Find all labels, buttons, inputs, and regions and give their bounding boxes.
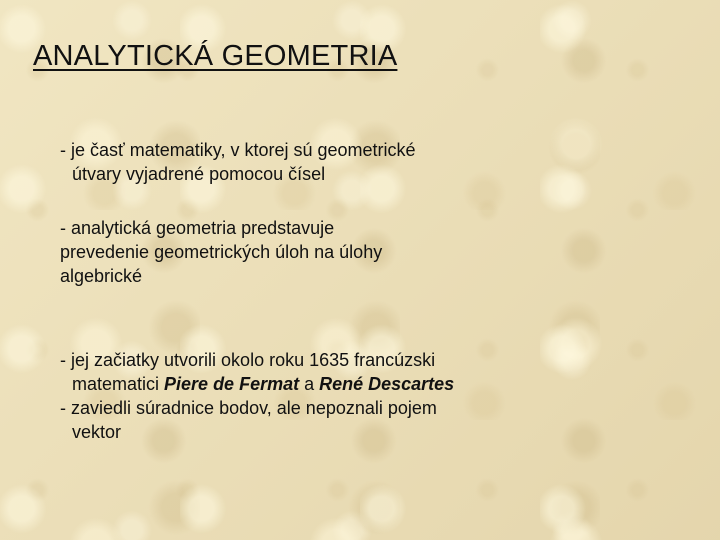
name-descartes: René Descartes	[319, 374, 455, 394]
slide-title: ANALYTICKÁ GEOMETRIA	[33, 40, 398, 72]
name-fermat: Piere de Fermat	[164, 374, 300, 394]
description-line-2: prevedenie geometrických úloh na úlohy	[60, 242, 383, 262]
history-line-1: - jej začiatky utvorili okolo roku 1635 francúzski	[60, 350, 436, 370]
description-line-3: algebrické	[60, 266, 143, 286]
paragraph-history	[60, 348, 454, 444]
history-line-2	[60, 372, 454, 396]
history-line-3: - zaviedli súradnice bodov, ale nepoznali pojem	[60, 398, 437, 418]
paragraph-description	[60, 216, 382, 288]
history-conjunction: a	[299, 374, 320, 394]
paragraph-definition	[60, 138, 416, 186]
definition-line-2: útvary vyjadrené pomocou čísel	[72, 164, 326, 184]
history-line-4: vektor	[72, 422, 122, 442]
history-line-2-prefix: matematici	[72, 374, 165, 394]
definition-line-1: - je časť matematiky, v ktorej sú geometrické	[60, 140, 416, 160]
description-line-1: - analytická geometria predstavuje	[60, 218, 335, 238]
